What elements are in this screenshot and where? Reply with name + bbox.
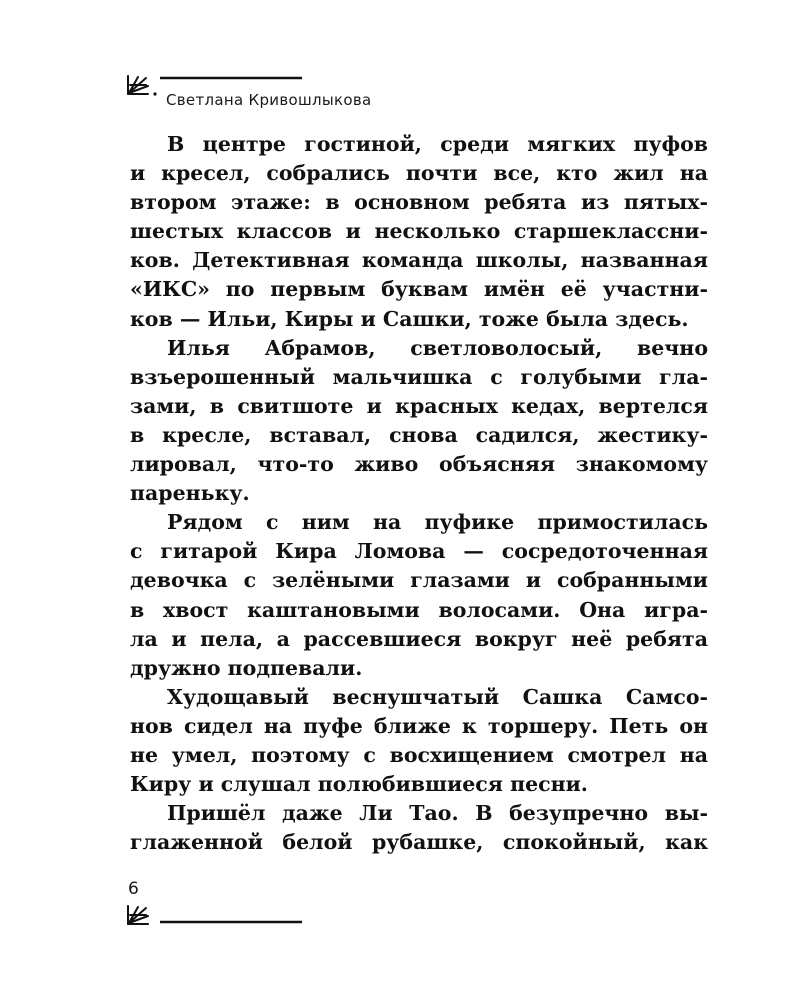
text-line: и кресел, собрались почти все, кто жил на <box>130 161 708 186</box>
text-line: с гитарой Кира Ломова — сосредоточенная <box>130 539 708 564</box>
text-line: Киру и слушал полюбившиеся песни. <box>130 772 588 797</box>
text-line: в хвост каштановыми волосами. Она игра- <box>130 597 708 622</box>
text-line: «ИКС» по первым буквам имён её участни- <box>130 277 708 302</box>
footer-sunburst-ornament-icon <box>126 902 306 926</box>
text-line: Рядом с ним на пуфике примостилась <box>167 510 708 535</box>
text-line: пареньку. <box>130 481 250 506</box>
text-line: Пришёл даже Ли Тао. В безупречно вы- <box>167 801 708 826</box>
text-line: ков — Ильи, Киры и Сашки, тоже была здесь. <box>130 306 689 331</box>
page-body-text <box>130 130 708 857</box>
text-line: в кресле, вставал, снова садился, жестику- <box>130 422 708 447</box>
text-line: Илья Абрамов, светловолосый, вечно <box>167 335 708 360</box>
text-line: лировал, что-то живо объясняя знакомому <box>130 452 708 477</box>
text-line: зами, в свитшоте и красных кедах, вертелся <box>130 393 708 418</box>
text-line: В центре гостиной, среди мягких пуфов <box>167 132 708 156</box>
text-line: дружно подпевали. <box>130 655 363 680</box>
text-line: не умел, поэтому с восхищением смотрел на <box>130 742 708 767</box>
text-line: девочка с зелёными глазами и собранными <box>130 568 708 593</box>
text-line: глаженной белой рубашке, спокойный, как <box>130 830 708 855</box>
text-line: ков. Детективная команда школы, названная <box>130 248 708 273</box>
text-line: взъерошенный мальчишка с голубыми гла- <box>130 364 708 389</box>
text-line: втором этаже: в основном ребята из пятых- <box>130 190 708 215</box>
running-head-author: Светлана Кривошлыкова <box>166 91 372 109</box>
page-number: 6 <box>128 879 139 899</box>
text-line: ла и пела, а рассевшиеся вокруг неё ребята <box>130 626 708 651</box>
text-line: нов сидел на пуфе ближе к торшеру. Петь он <box>130 713 708 738</box>
text-line: Худощавый веснушчатый Сашка Самсо- <box>167 684 708 709</box>
text-line: шестых классов и несколько старшеклассни- <box>130 219 708 244</box>
